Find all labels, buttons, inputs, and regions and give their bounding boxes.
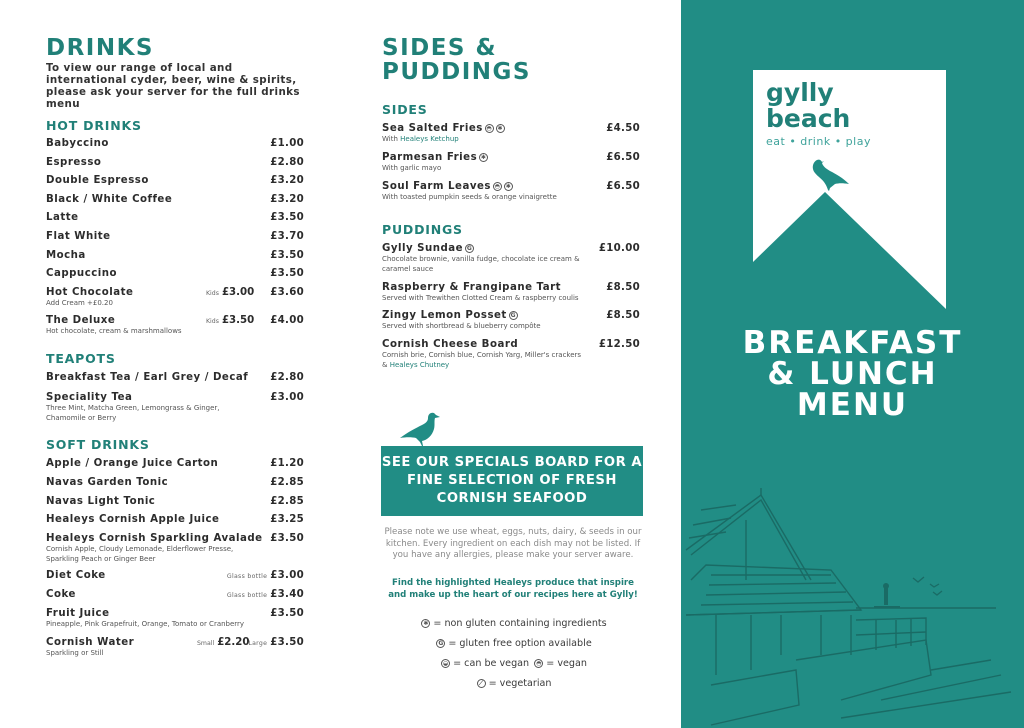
kids-price: Kids £3.50	[206, 314, 255, 326]
menu-item: Parmesan Fries ✱ £6.50 With garlic mayo	[382, 152, 640, 172]
small-price: Small £2.20	[197, 637, 250, 649]
legend-row: ✱ = non gluten containing ingredients	[423, 618, 607, 629]
healeys-highlight: Healeys Chutney	[389, 360, 450, 369]
menu-item: Navas Garden Tonic £2.85	[46, 476, 304, 488]
gluten-free-option-icon: G	[466, 245, 473, 252]
menu-item: Speciality Tea £3.00 Three Mint, Matcha Green, Lemongrass & Ginger, Chamomile or Berry	[46, 392, 304, 422]
menu-item: Mocha £3.50	[46, 249, 304, 261]
sides-title: SIDES	[382, 102, 428, 117]
non-gluten-icon: ✱	[480, 154, 487, 161]
menu-item: Babyccino £1.00	[46, 138, 304, 149]
hot-drinks-title: HOT DRINKS	[46, 118, 142, 133]
menu-item: Breakfast Tea / Earl Grey / Decaf £2.80	[46, 372, 304, 383]
legend-row: G = gluten free option available	[382, 636, 644, 656]
menu-item: Cappuccino £3.50	[46, 268, 304, 280]
sides-puddings-title: SIDES & PUDDINGS	[382, 35, 531, 85]
vegan-icon: ◓	[486, 125, 493, 132]
menu-item: Black / White Coffee £3.20	[46, 193, 304, 205]
specials-board-banner: SEE OUR SPECIALS BOARD FOR A FINE SELECTION OF FRESH CORNISH SEAFOOD	[381, 446, 643, 516]
soft-drinks-title: SOFT DRINKS	[46, 437, 150, 452]
non-gluten-icon: ✱	[505, 183, 512, 190]
menu-item: Latte £3.50	[46, 212, 304, 224]
menu-item: Healeys Cornish Apple Juice £3.25	[46, 514, 304, 526]
teapots-title: TEAPOTS	[46, 351, 116, 366]
menu-item: Zingy Lemon Posset G £8.50 Served with shortbread & blueberry compôte	[382, 310, 640, 330]
menu-item: Espresso £2.80	[46, 156, 304, 168]
drinks-title: DRINKS	[46, 35, 154, 61]
menu-item: Raspberry & Frangipane Tart £8.50 Served with Trewithen Clotted Cream & raspberry coulis	[382, 282, 640, 302]
menu-item: Cornish Water Large £3.50 Small £2.20 Sparkling or Still	[46, 637, 304, 658]
healeys-highlight: Healeys Ketchup	[400, 135, 459, 143]
puddings-list	[382, 243, 640, 370]
hot-drinks-list	[46, 138, 304, 343]
non-gluten-icon: ✱	[497, 125, 504, 132]
logo-tagline: eat • drink • play	[766, 135, 871, 148]
allergy-note: Please note we use wheat, eggs, nuts, dairy, & seeds in our kitchen. Every ingredient on each dish may not be listed. If you have any allergies, please make your server aware.	[384, 527, 642, 560]
menu-item: Gylly Sundae G £10.00 Chocolate brownie, vanilla fudge, chocolate ice cream & caramel sauce	[382, 243, 640, 273]
menu-item: Hot Chocolate £3.60 Kids £3.00 Add Cream +£0.20	[46, 286, 304, 307]
can-be-vegan-icon: ◒	[442, 660, 449, 667]
menu-item: Flat White £3.70	[46, 230, 304, 242]
menu-item: Apple / Orange Juice Carton £1.20	[46, 458, 304, 469]
menu-item: Diet Coke Glass bottle £3.00	[46, 570, 304, 582]
non-gluten-icon: ✱	[423, 620, 429, 627]
menu-item: Soul Farm Leaves ◓ ✱ £6.50 With toasted pumpkin seeds & orange vinaigrette	[382, 181, 640, 201]
logo: gylly beach eat • drink • play	[766, 78, 871, 148]
menu-item: Coke Glass bottle £3.40	[46, 589, 304, 601]
puddings-title: PUDDINGS	[382, 222, 463, 237]
soft-drinks-list	[46, 458, 304, 659]
menu-item: Healeys Cornish Sparkling Avalade £3.50 Cornish Apple, Cloudy Lemonade, Elderflower Presse, Sparkling Peach or Ginger Beer	[46, 533, 304, 563]
sides-list	[382, 123, 640, 203]
menu-item: Fruit Juice £3.50 Pineapple, Pink Grapefruit, Orange, Tomato or Cranberry	[46, 608, 304, 629]
vegan-icon: ◓	[536, 660, 542, 667]
beach-house-sketch	[681, 470, 1024, 728]
seagull-icon	[398, 410, 446, 448]
menu-item: Double Espresso £3.20	[46, 175, 304, 187]
vegetarian-icon: ⟋	[477, 679, 486, 688]
drinks-intro: To view our range of local and international cyder, beer, wine & spirits, please ask your server for the full drinks menu	[46, 62, 300, 110]
menu-item: The Deluxe £4.00 Kids £3.50 Hot chocolate, cream & marshmallows	[46, 314, 304, 335]
kids-price: Kids £3.00	[206, 286, 255, 298]
gluten-free-option-icon: G	[436, 639, 445, 648]
dietary-legend	[382, 616, 644, 696]
healeys-note: Find the highlighted Healeys produce that inspire and make up the heart of our recipes here at Gylly!	[388, 578, 638, 600]
menu-item: Sea Salted Fries ◓ ✱ £4.50 With Healeys Ketchup	[382, 123, 640, 143]
teapots-list	[46, 372, 304, 423]
cover-panel	[681, 0, 1024, 728]
gluten-free-option-icon: G	[510, 312, 517, 319]
menu-title: BREAKFAST & LUNCH MENU	[742, 325, 963, 423]
menu-item: Navas Light Tonic £2.85	[46, 495, 304, 507]
legend-row: ◒ = can be vegan ◓ = vegan	[442, 658, 587, 669]
menu-item: Cornish Cheese Board £12.50 Cornish brie, Cornish blue, Cornish Yarg, Miller's crackers & Healeys Chutney	[382, 339, 640, 369]
vegan-icon: ◓	[494, 183, 501, 190]
legend-row: ⟋ = vegetarian	[382, 676, 644, 696]
